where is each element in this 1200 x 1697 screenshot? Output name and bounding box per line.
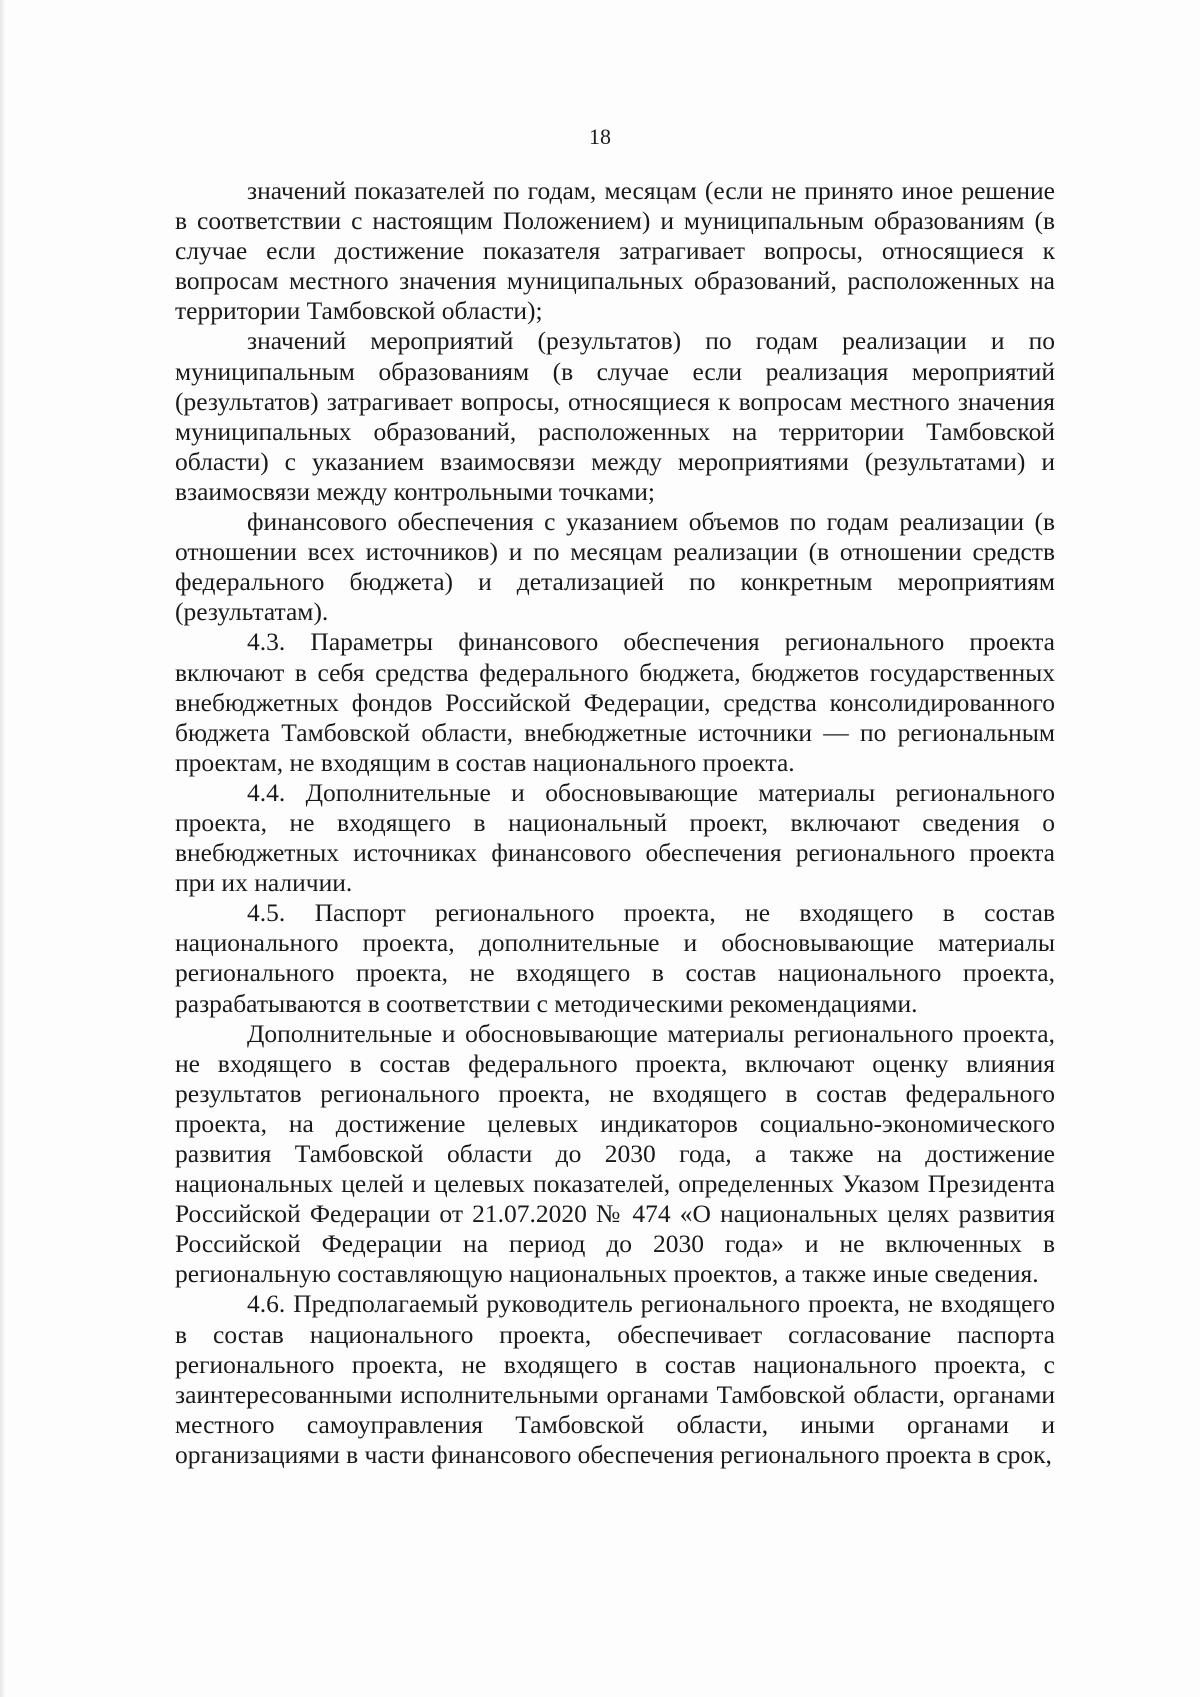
paragraph-additional-materials: Дополнительные и обосновывающие материалы регионального проекта, не входящего в состав федерального проекта, включают оценку влияния результатов регионального проекта, не входящего в состав федерального проекта, на достижение целевых индикаторов социально-экономического развития Тамбовской области до 2030 года, а также на достижение национальных целей и целевых показателей, определенных Указом Президента Российской Федерации от 21.07.2020 № 474 «О национальных целях развития Российской Федерации на период до 2030 года» и не включенных в региональную составляющую национальных проектов, а также иные сведения. <box>175 1018 1055 1289</box>
paragraph-4-5: 4.5. Паспорт регионального проекта, не входящего в состав национального проекта, дополнительные и обосновывающие материалы регионального проекта, не входящего в состав национального проекта, разрабатываются в соответствии с методическими рекомендациями. <box>175 898 1055 1018</box>
paragraph-4-4: 4.4. Дополнительные и обосновывающие материалы регионального проекта, не входящего в национальный проект, включают сведения о внебюджетных источниках финансового обеспечения регионального проекта при их наличии. <box>175 777 1055 898</box>
paragraph-4-3: 4.3. Параметры финансового обеспечения регионального проекта включают в себя средства федерального бюджета, бюджетов государственных внебюджетных фондов Российской Федерации, средства консолидированного бюджета Тамбовской области, внебюджетные источники — по региональным проектам, не входящим в состав национального проекта. <box>175 627 1055 777</box>
paragraph-activity-values: значений мероприятий (результатов) по годам реализации и по муниципальным образованиям (в случае если реализация мероприятий (результатов) затрагивает вопросы, относящиеся к вопросам местного значения муниципальных образований, расположенных на территории Тамбовской области) с указанием взаимосвязи между мероприятиями (результатами) и взаимосвязи между контрольными точками; <box>175 326 1055 506</box>
document-body <box>175 176 1055 1470</box>
paragraph-indicator-values: значений показателей по годам, месяцам (если не принято иное решение в соответствии с настоящим Положением) и муниципальным образованиям (в случае если достижение показателя затрагивает вопросы, относящиеся к вопросам местного значения муниципальных образований, расположенных на территории Тамбовской области); <box>175 176 1055 326</box>
paragraph-financial-support: финансового обеспечения с указанием объемов по годам реализации (в отношении всех источников) и по месяцам реализации (в отношении средств федерального бюджета) и детализацией по конкретным мероприятиям (результатам). <box>175 507 1055 627</box>
paragraph-4-6: 4.6. Предполагаемый руководитель регионального проекта, не входящего в состав национального проекта, обеспечивает согласование паспорта регионального проекта, не входящего в состав национального проекта, с заинтересованными исполнительными органами Тамбовской области, органами местного самоуправления Тамбовской области, иными органами и организациями в части финансового обеспечения регионального проекта в срок, <box>175 1289 1055 1469</box>
scan-edge-shadow <box>0 0 6 1697</box>
page-number: 18 <box>589 124 611 149</box>
